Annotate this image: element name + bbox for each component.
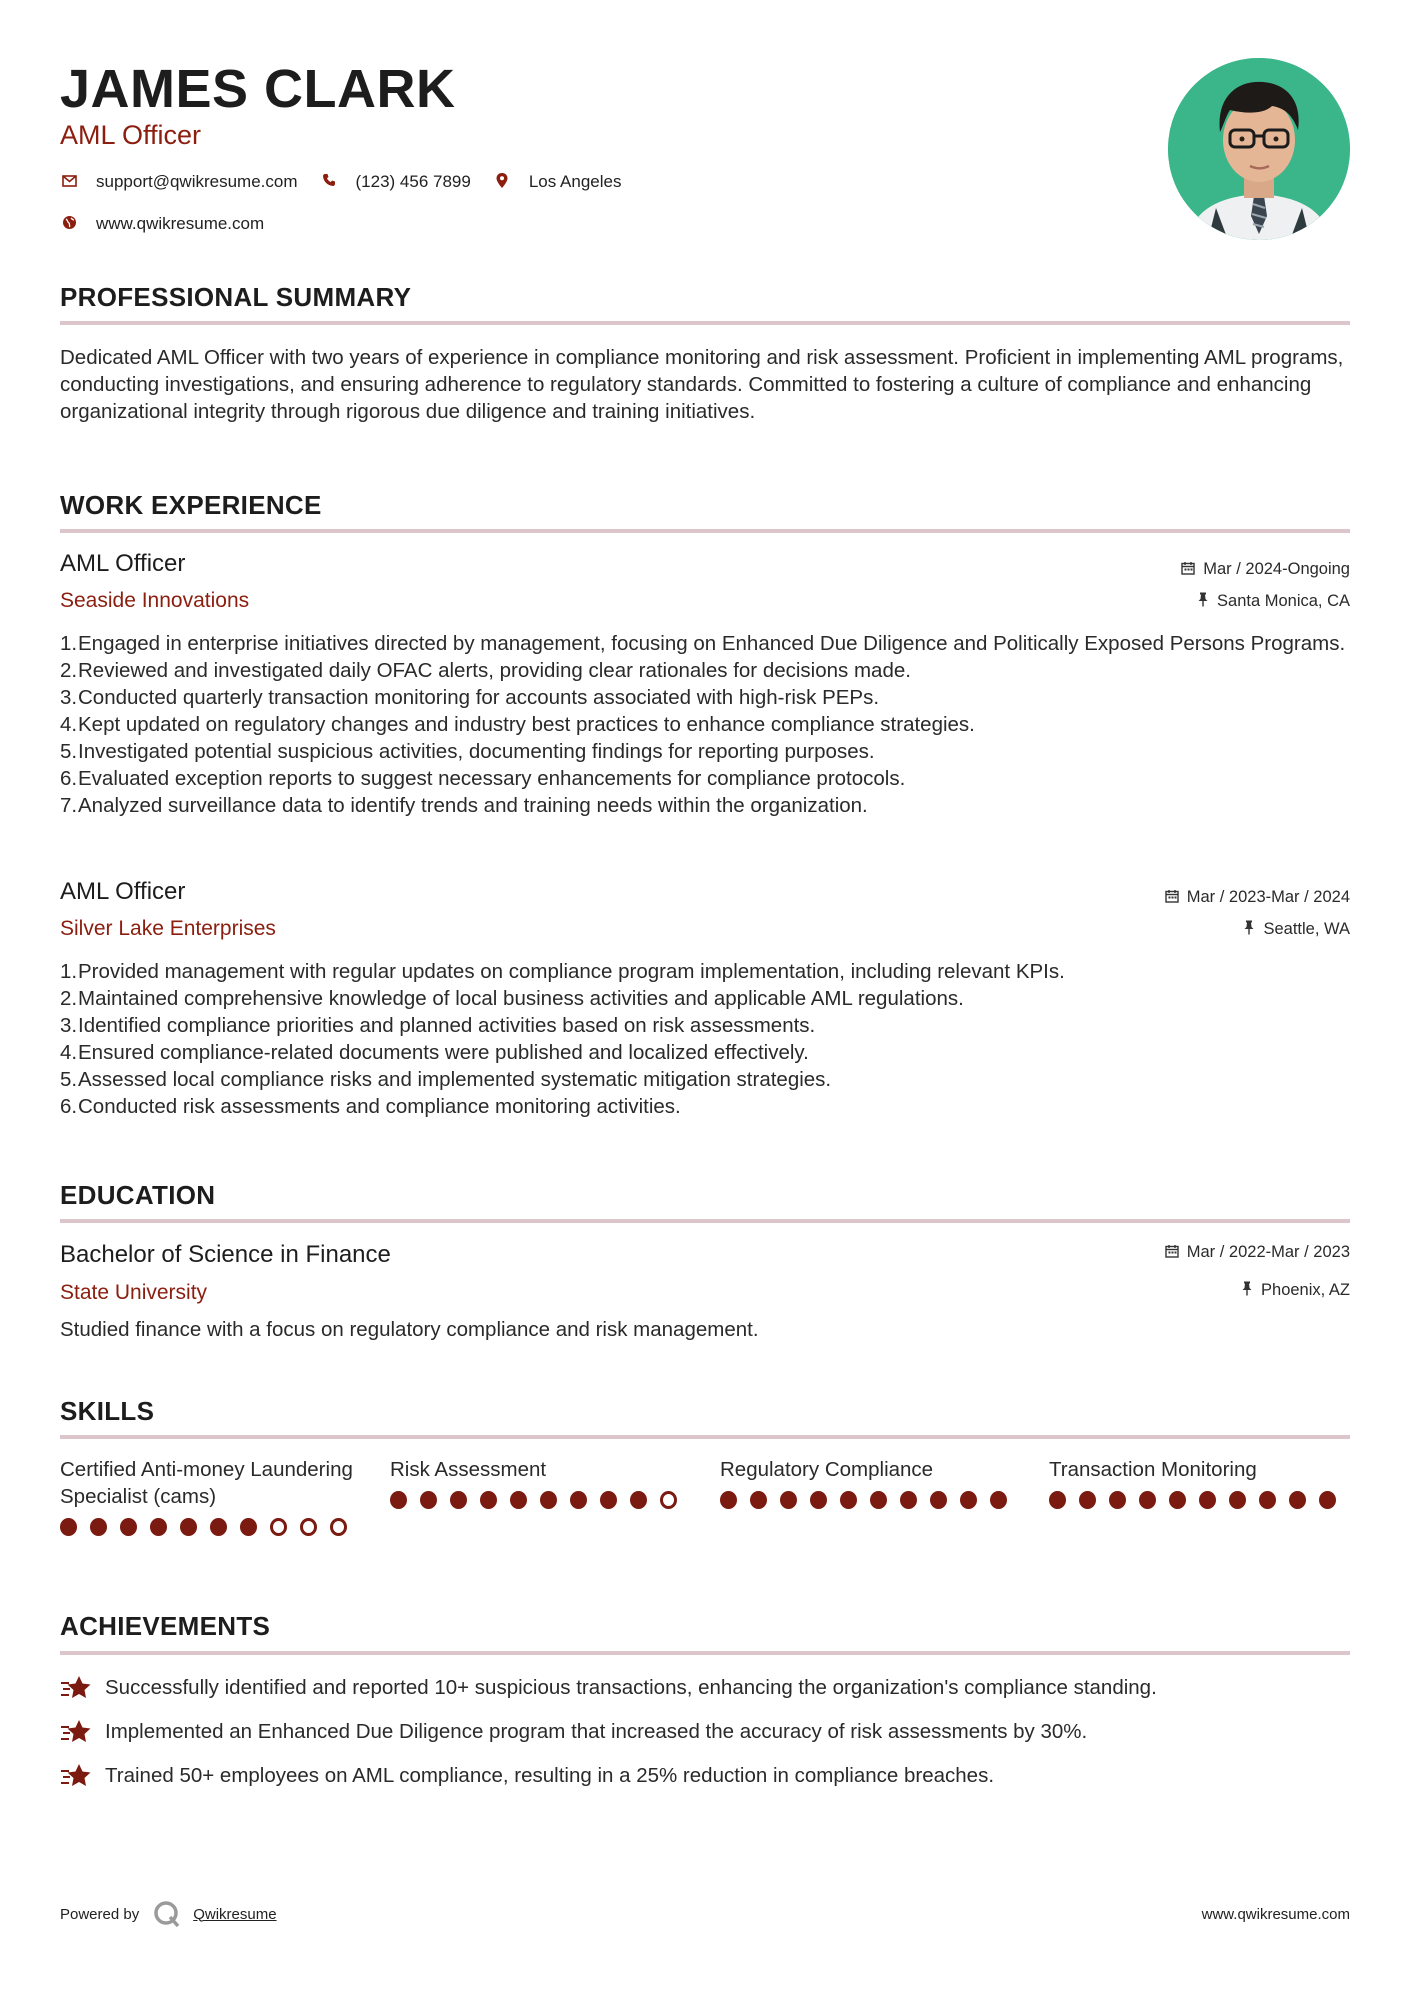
job-title: AML Officer bbox=[60, 550, 186, 577]
list-item: 6. Conducted risk assessments and compliance monitoring activities. bbox=[60, 1095, 681, 1118]
candidate-name: JAMES CLARK bbox=[60, 59, 456, 119]
skill-rating bbox=[1049, 1491, 1349, 1509]
rating-dot-filled bbox=[1289, 1491, 1306, 1509]
job-title: AML Officer bbox=[60, 878, 186, 905]
list-item: 4. Kept updated on regulatory changes and industry best practices to enhance compliance strategies. bbox=[60, 713, 975, 736]
list-item: 3. Conducted quarterly transaction monitoring for accounts associated with high-risk PEPs. bbox=[60, 686, 880, 709]
rating-dot-filled bbox=[1079, 1491, 1096, 1509]
education-location bbox=[1241, 1281, 1350, 1300]
skill-rating bbox=[60, 1518, 360, 1536]
list-item: 6. Evaluated exception reports to suggest necessary enhancements for compliance protocols. bbox=[60, 767, 906, 790]
globe-icon bbox=[60, 215, 78, 234]
calendar-icon bbox=[1181, 561, 1195, 579]
list-item: 1. Engaged in enterprise initiatives directed by management, focusing on Enhanced Due Diligence and Politically Exposed Persons Programs. bbox=[60, 632, 1346, 655]
website-link[interactable]: www.qwikresume.com bbox=[96, 214, 265, 233]
rating-dot-filled bbox=[750, 1491, 767, 1509]
achievement-text: Implemented an Enhanced Due Diligence program that increased the accuracy of risk assessments by 30%. bbox=[105, 1720, 1088, 1743]
job-1-bullets bbox=[60, 630, 1350, 819]
skill-item bbox=[60, 1456, 360, 1536]
job-date-text: Mar / 2023-Mar / 2024 bbox=[1186, 888, 1350, 906]
location-text: Los Angeles bbox=[528, 172, 622, 191]
qwikresume-logo-icon bbox=[153, 1900, 181, 1928]
education-description: Studied finance with a focus on regulatory compliance and risk management. bbox=[60, 1318, 759, 1341]
rating-dot-filled bbox=[870, 1491, 887, 1509]
job-date-text: Mar / 2024-Ongoing bbox=[1203, 560, 1350, 578]
star-icon bbox=[60, 1674, 92, 1702]
rating-dot-filled bbox=[780, 1491, 797, 1509]
skill-item bbox=[390, 1456, 690, 1509]
map-pin-icon bbox=[493, 173, 511, 192]
summary-heading: PROFESSIONAL SUMMARY bbox=[60, 282, 412, 312]
rating-dot-filled bbox=[810, 1491, 827, 1509]
company-name: Silver Lake Enterprises bbox=[60, 917, 276, 940]
skill-item bbox=[720, 1456, 1020, 1509]
list-item: 5. Assessed local compliance risks and implemented systematic mitigation strategies. bbox=[60, 1068, 832, 1091]
rating-dot-filled bbox=[210, 1518, 227, 1536]
list-item: 7. Analyzed surveillance data to identify trends and training needs within the organization. bbox=[60, 794, 868, 817]
skill-name: Transaction Monitoring bbox=[1049, 1458, 1257, 1481]
rating-dot-filled bbox=[420, 1491, 437, 1509]
experience-heading: WORK EXPERIENCE bbox=[60, 490, 322, 520]
rating-dot-filled bbox=[480, 1491, 497, 1509]
rating-dot-filled bbox=[990, 1491, 1007, 1509]
qwikresume-link[interactable]: Qwikresume bbox=[193, 1905, 277, 1923]
skill-rating bbox=[390, 1491, 690, 1509]
rating-dot-empty bbox=[660, 1491, 677, 1509]
achievements-heading: ACHIEVEMENTS bbox=[60, 1611, 271, 1641]
achievement-item bbox=[60, 1674, 1157, 1702]
footer-website-link[interactable]: www.qwikresume.com bbox=[1201, 1906, 1350, 1923]
rating-dot-filled bbox=[180, 1518, 197, 1536]
rating-dot-filled bbox=[1259, 1491, 1276, 1509]
education-divider bbox=[60, 1219, 1350, 1223]
skills-divider bbox=[60, 1435, 1350, 1439]
skill-name: Risk Assessment bbox=[390, 1458, 547, 1481]
rating-dot-empty bbox=[270, 1518, 287, 1536]
rating-dot-empty bbox=[330, 1518, 347, 1536]
rating-dot-empty bbox=[300, 1518, 317, 1536]
envelope-icon bbox=[60, 174, 78, 191]
star-icon bbox=[60, 1762, 92, 1790]
phone-number[interactable]: (123) 456 7899 bbox=[355, 172, 471, 191]
rating-dot-filled bbox=[120, 1518, 137, 1536]
candidate-role: AML Officer bbox=[60, 120, 202, 150]
pin-icon bbox=[1243, 920, 1255, 939]
job-location bbox=[1243, 920, 1350, 939]
rating-dot-filled bbox=[720, 1491, 737, 1509]
achievement-text: Trained 50+ employees on AML compliance, resulting in a 25% reduction in compliance breaches. bbox=[105, 1764, 995, 1787]
rating-dot-filled bbox=[240, 1518, 257, 1536]
calendar-icon bbox=[1165, 889, 1179, 907]
rating-dot-filled bbox=[1199, 1491, 1216, 1509]
list-item: 4. Ensured compliance-related documents were published and localized effectively. bbox=[60, 1041, 809, 1064]
rating-dot-filled bbox=[840, 1491, 857, 1509]
rating-dot-filled bbox=[1229, 1491, 1246, 1509]
rating-dot-filled bbox=[930, 1491, 947, 1509]
skill-item bbox=[1049, 1456, 1349, 1509]
list-item: 3. Identified compliance priorities and planned activities based on risk assessments. bbox=[60, 1014, 816, 1037]
list-item: 2. Maintained comprehensive knowledge of local business activities and applicable AML regulations. bbox=[60, 987, 964, 1010]
rating-dot-filled bbox=[540, 1491, 557, 1509]
education-location-text: Phoenix, AZ bbox=[1261, 1281, 1350, 1299]
education-date bbox=[1165, 1243, 1350, 1262]
list-item: 1. Provided management with regular updates on compliance program implementation, including relevant KPIs. bbox=[60, 960, 1065, 983]
summary-divider bbox=[60, 321, 1350, 325]
job-location-text: Santa Monica, CA bbox=[1217, 592, 1350, 610]
calendar-icon bbox=[1165, 1244, 1179, 1262]
list-item: 5. Investigated potential suspicious activities, documenting findings for reporting purposes. bbox=[60, 740, 875, 763]
job-location-text: Seattle, WA bbox=[1263, 920, 1350, 938]
rating-dot-filled bbox=[1109, 1491, 1126, 1509]
rating-dot-filled bbox=[510, 1491, 527, 1509]
company-name: Seaside Innovations bbox=[60, 589, 250, 612]
skill-rating bbox=[720, 1491, 1020, 1509]
education-heading: EDUCATION bbox=[60, 1180, 216, 1210]
rating-dot-filled bbox=[1169, 1491, 1186, 1509]
rating-dot-filled bbox=[1049, 1491, 1066, 1509]
rating-dot-filled bbox=[60, 1518, 77, 1536]
school-name: State University bbox=[60, 1281, 208, 1304]
star-icon bbox=[60, 1718, 92, 1746]
phone-icon bbox=[320, 173, 338, 191]
skill-name: Certified Anti-money Laundering Specialist (cams) bbox=[60, 1458, 353, 1508]
contact-row-1 bbox=[60, 172, 643, 192]
job-location bbox=[1197, 592, 1350, 611]
pin-icon bbox=[1197, 592, 1209, 611]
achievement-text: Successfully identified and reported 10+ suspicious transactions, enhancing the organization's compliance standing. bbox=[105, 1676, 1157, 1699]
job-date bbox=[1165, 888, 1350, 907]
skills-heading: SKILLS bbox=[60, 1396, 155, 1426]
contact-row-2 bbox=[60, 214, 286, 234]
rating-dot-filled bbox=[90, 1518, 107, 1536]
rating-dot-filled bbox=[960, 1491, 977, 1509]
education-date-text: Mar / 2022-Mar / 2023 bbox=[1186, 1243, 1350, 1261]
rating-dot-filled bbox=[1139, 1491, 1156, 1509]
profile-photo bbox=[1168, 58, 1350, 240]
rating-dot-filled bbox=[570, 1491, 587, 1509]
achievement-item bbox=[60, 1762, 994, 1790]
rating-dot-filled bbox=[900, 1491, 917, 1509]
achievements-divider bbox=[60, 1651, 1350, 1655]
summary-text: Dedicated AML Officer with two years of experience in compliance monitoring and risk assessment. Proficient in implementing AML programs, conducting investigations, and ensuring adherence to regulatory standards. Committed to fostering a culture of compliance and enhancing organizational integrity through rigorous due diligence and training initiatives. bbox=[60, 346, 1344, 423]
rating-dot-filled bbox=[390, 1491, 407, 1509]
job-2-bullets bbox=[60, 958, 1350, 1120]
rating-dot-filled bbox=[450, 1491, 467, 1509]
experience-divider bbox=[60, 529, 1350, 533]
powered-by-label: Powered by bbox=[60, 1905, 140, 1923]
footer-powered-by bbox=[60, 1900, 277, 1928]
skill-name: Regulatory Compliance bbox=[720, 1458, 934, 1481]
rating-dot-filled bbox=[600, 1491, 617, 1509]
job-date bbox=[1181, 560, 1350, 579]
list-item: 2. Reviewed and investigated daily OFAC alerts, providing clear rationales for decisions made. bbox=[60, 659, 911, 682]
email-link[interactable]: support@qwikresume.com bbox=[96, 172, 298, 191]
rating-dot-filled bbox=[1319, 1491, 1336, 1509]
degree-title: Bachelor of Science in Finance bbox=[60, 1241, 391, 1268]
pin-icon bbox=[1241, 1281, 1253, 1300]
rating-dot-filled bbox=[630, 1491, 647, 1509]
achievement-item bbox=[60, 1718, 1087, 1746]
rating-dot-filled bbox=[150, 1518, 167, 1536]
